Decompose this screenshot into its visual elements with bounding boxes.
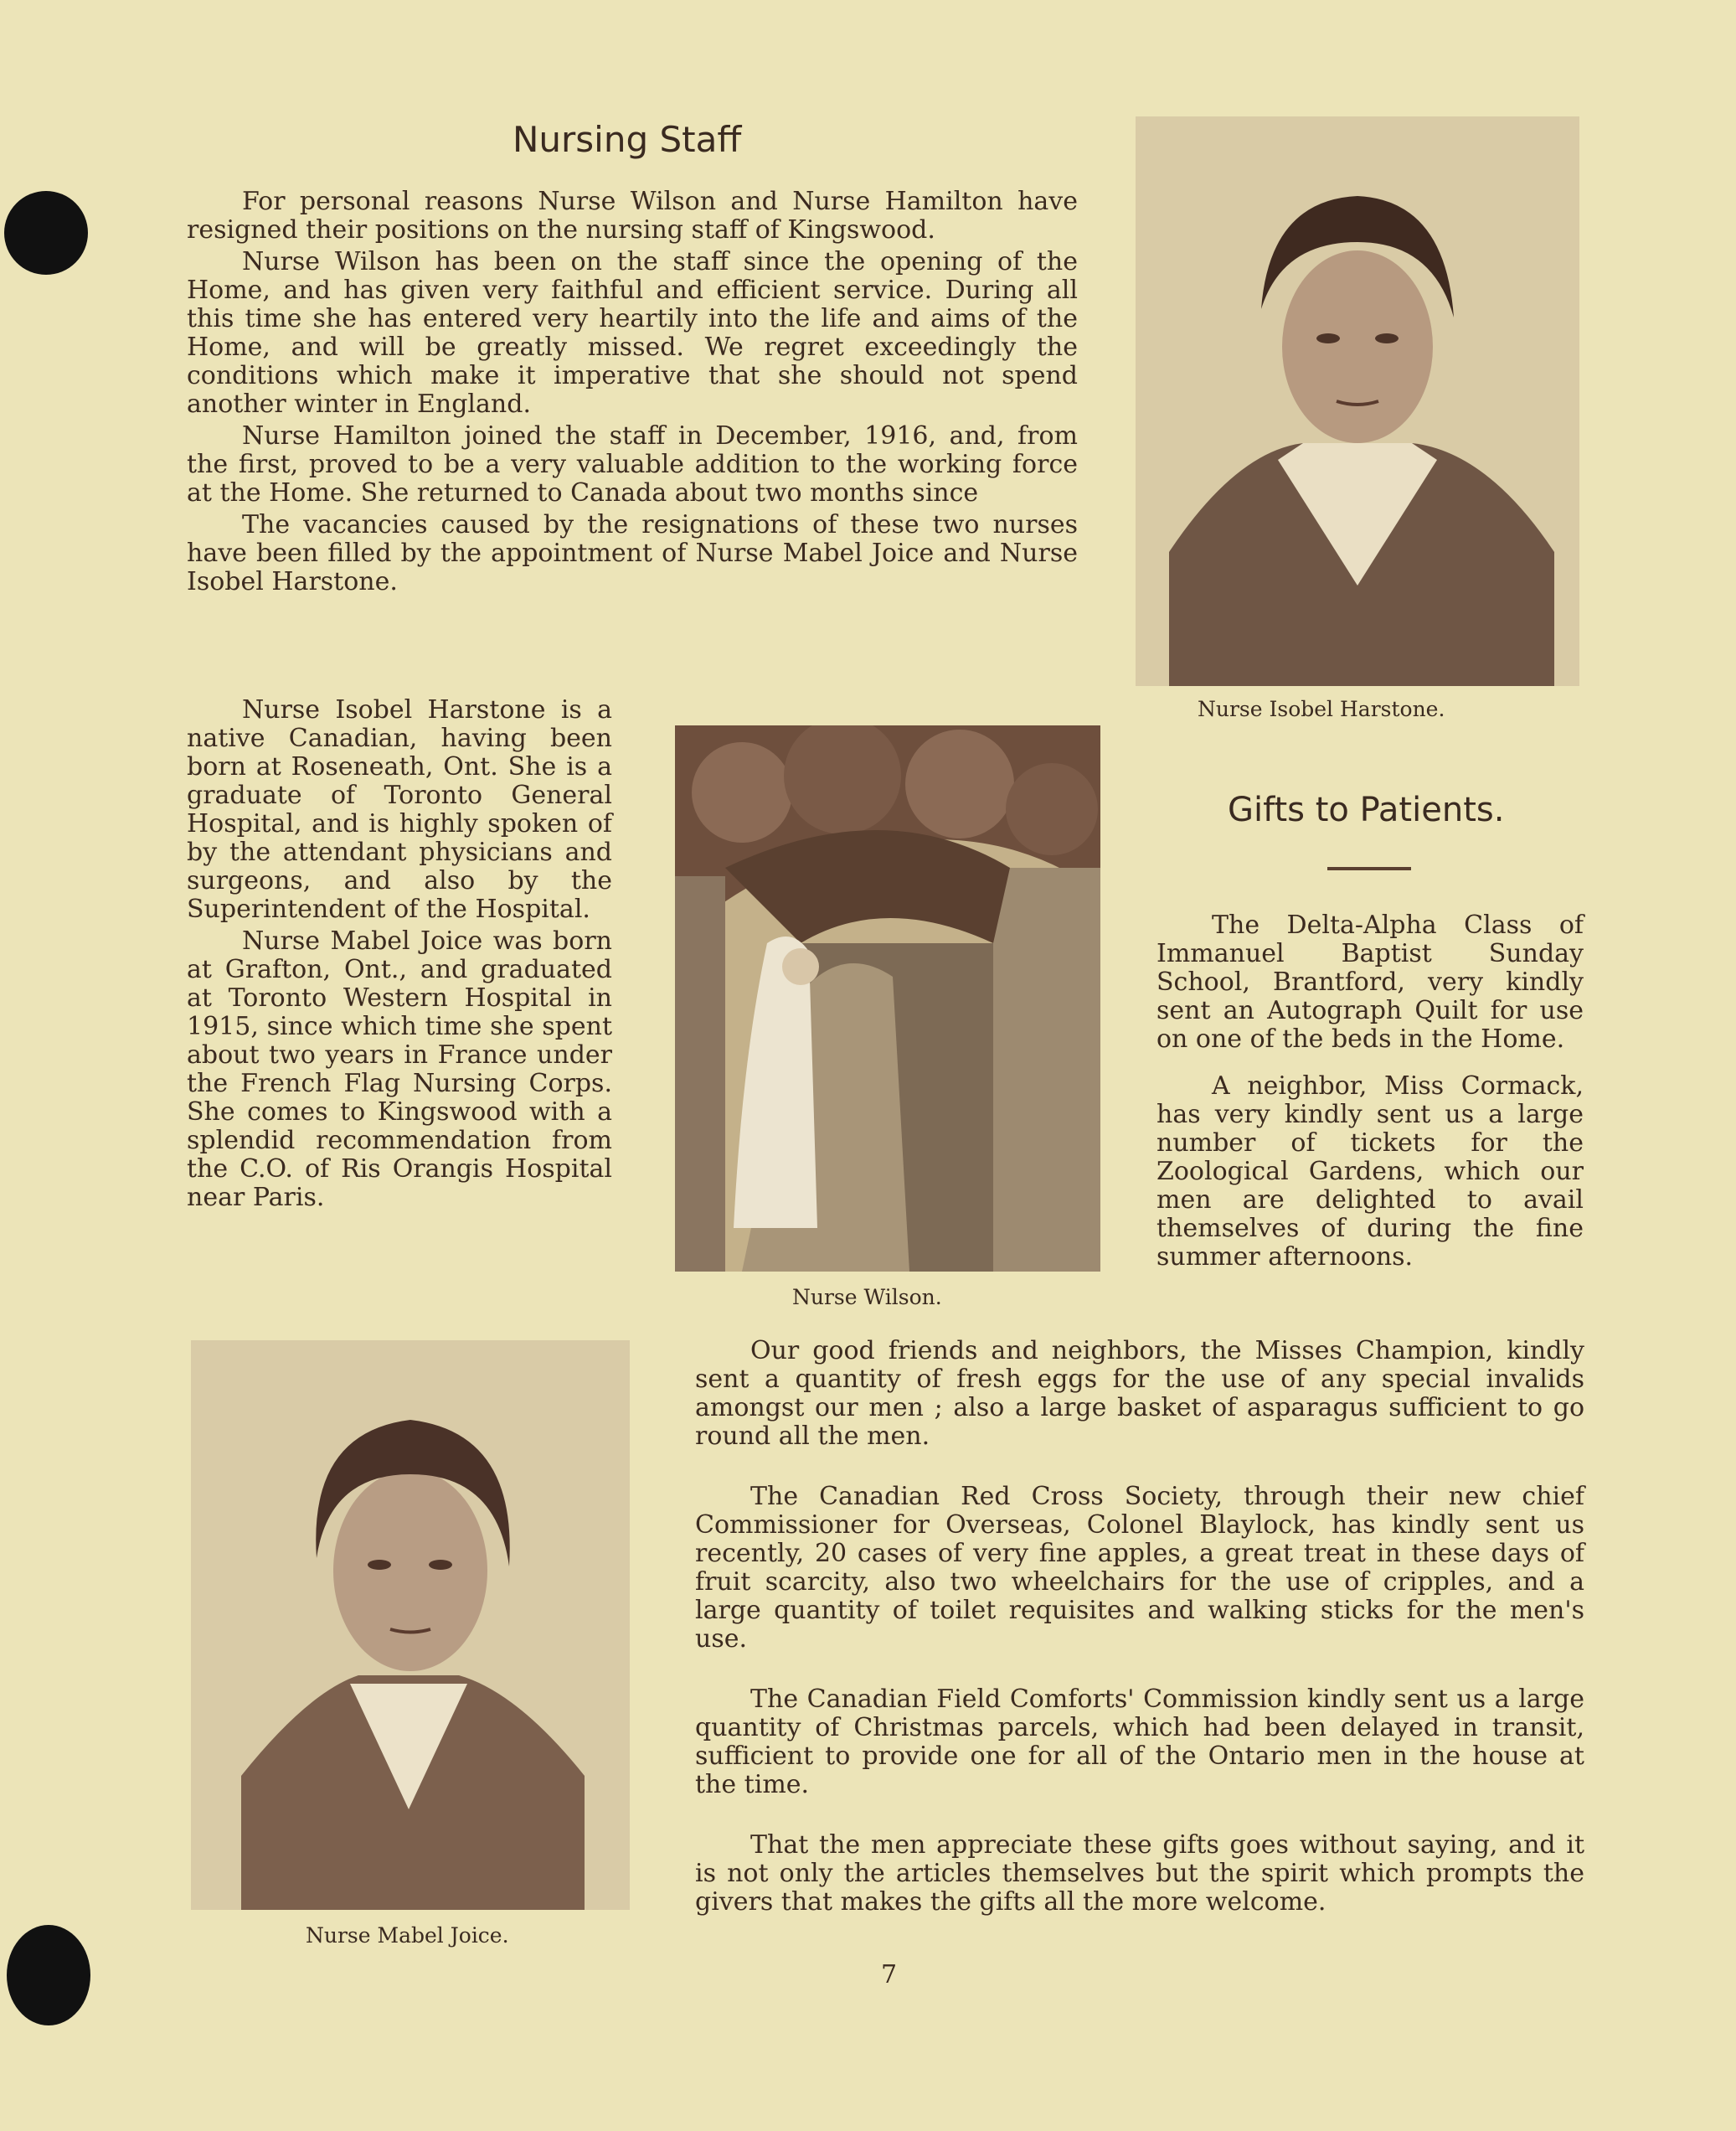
binder-hole-top (4, 191, 88, 275)
gifts-column-text (1156, 911, 1584, 1290)
photo-nurse-wilson (675, 725, 1100, 1272)
nurse-biographies (187, 696, 612, 1215)
paragraph: Nurse Wilson has been on the staff since the opening of the Home, and has given very faithful and efficient service. During all this time she has entered very heartily into the life and aims of the Home, and will be greatly missed. We regret exceedingly the conditions which make it imperative that she should not spend another winter in England. (187, 247, 1078, 419)
paragraph: That the men appreciate these gifts goes without saying, and it is not only the articles themselves but the spirit which prompts the givers that makes the gifts all the more welcome. (695, 1830, 1584, 1917)
paragraph: Nurse Hamilton joined the staff in December, 1916, and, from the first, proved to be a very valuable addition to the working force at the Home. She returned to Canada about two months since (187, 421, 1078, 508)
caption-mabel-joice: Nurse Mabel Joice. (306, 1923, 509, 1948)
photo-mabel-joice (191, 1340, 630, 1910)
paragraph: Nurse Mabel Joice was born at Grafton, Ont., and graduated at Toronto Western Hospital in 1915, since which time she spent about two years in France under the French Flag Nursing Corps. She comes to Kingswood with a splendid recommendation from the C.O. of Ris Orangis Hospital near Paris. (187, 926, 612, 1212)
gifts-wide-text (695, 1337, 1584, 1948)
caption-nurse-wilson: Nurse Wilson. (792, 1285, 942, 1309)
paragraph: Nurse Isobel Harstone is a native Canadian, having been born at Roseneath, Ont. She is a graduate of Toronto General Hospital, and is highly spoken of by the attendant physicians and surgeons, and also by the Superintendent of the Hospital. (187, 695, 612, 924)
photo-isobel-harstone (1136, 116, 1579, 686)
paragraph: The Delta-Alpha Class of Immanuel Baptist Sunday School, Brantford, very kindly sent an Autograph Quilt for use on one of the beds in the Home. (1156, 911, 1584, 1054)
heading-divider (1327, 867, 1411, 870)
caption-isobel-harstone: Nurse Isobel Harstone. (1198, 697, 1445, 721)
gifts-heading: Gifts to Patients. (1228, 791, 1505, 829)
page-number: 7 (881, 1960, 898, 1989)
nursing-staff-heading: Nursing Staff (513, 119, 742, 160)
paragraph: A neighbor, Miss Cormack, has very kindly sent us a large number of tickets for the Zoological Gardens, which our men are delighted to avail themselves of during the fine summer afternoons. (1156, 1071, 1584, 1272)
binder-hole-bottom (7, 1925, 90, 2025)
paragraph: The vacancies caused by the resignations of these two nurses have been filled by the appointment of Nurse Mabel Joice and Nurse Isobel Harstone. (187, 510, 1078, 596)
nursing-staff-intro (187, 188, 1078, 600)
paragraph: The Canadian Field Comforts' Commission kindly sent us a large quantity of Christmas parcels, which had been delayed in transit, sufficient to provide one for all of the Ontario men in the house at the time. (695, 1685, 1584, 1799)
paragraph: For personal reasons Nurse Wilson and Nurse Hamilton have resigned their positions on the nursing staff of Kingswood. (187, 187, 1078, 245)
paragraph: The Canadian Red Cross Society, through their new chief Commissioner for Overseas, Colonel Blaylock, has kindly sent us recently, 20 cases of very fine apples, a great treat in these days of fruit scarcity, also two wheelchairs for the use of cripples, and a large quantity of toilet requisites and walking sticks for the men's use. (695, 1482, 1584, 1654)
paragraph: Our good friends and neighbors, the Misses Champion, kindly sent a quantity of fresh eggs for the use of any special invalids amongst our men ; also a large basket of asparagus sufficient to go round all the men. (695, 1336, 1584, 1451)
